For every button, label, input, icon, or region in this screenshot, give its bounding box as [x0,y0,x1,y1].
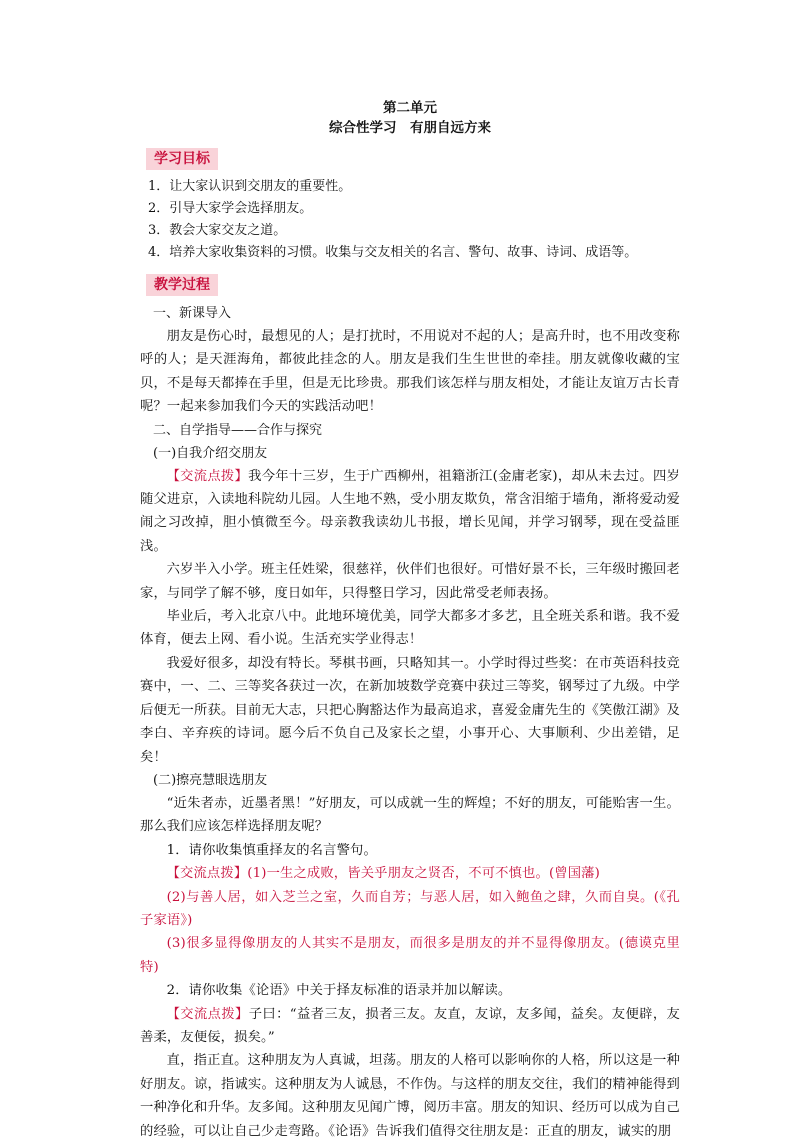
answer-quote: (2)与善人居，如入芝兰之室，久而自芳；与恶人居，如入鲍鱼之肆，久而自臭。(《孔子家语》) [140,889,680,928]
exchange-tip-tag: 【交流点拨】 [166,1006,249,1022]
choose-friends-paragraph: “近朱者赤，近墨者黑！”好朋友，可以成就一生的辉煌；不好的朋友，可能贻害一生。那么我们应该怎样选择朋友呢？ [140,795,680,835]
goal-item: 2．引导大家学会选择朋友。 [148,201,313,216]
goal-item: 1．让大家认识到交朋友的重要性。 [148,179,352,194]
learning-goals-badge: 学习目标 [146,148,218,170]
section-heading-self-study: 二、自学指导——合作与探究 [153,422,323,438]
answer-quote [140,862,680,885]
answer-quote-text: (1)一生之成败，皆关乎朋友之贤否，不可不慎也。(曾国藩) [247,866,600,882]
self-intro-paragraph: 毕业后，考入北京八中。此地环境优美，同学大都多才多艺，且全班关系和谐。我不爱体育，便去上网、看小说。生活充实学业得志！ [140,609,680,648]
self-intro-paragraph [140,465,680,559]
self-intro-text: 我今年十三岁，生于广西柳州，祖籍浙江(金庸老家)，却从未去过。四岁随父进京，入读地科院幼儿园。人生地不熟，受小朋友欺负，常含泪缩于墙角，渐将爱动爱闹之习改掉，胆小慎微至今。母亲教我读幼儿书报，增长见闻，并学习钢琴，现在受益匪浅。 [140,468,681,554]
goal-item: 3．教会大家交友之道。 [148,223,287,238]
intro-paragraph: 朋友是伤心时，最想见的人；是打扰时，不用说对不起的人；是高升时，也不用改变称呼的人；是天涯海角，都彼此挂念的人。朋友是我们生生世世的牵挂。朋友就像收藏的宝贝，不是每天都捧在手里，但是无比珍贵。那我们该怎样与朋友相处，才能让友谊万古长青呢？一起来参加我们今天的实践活动吧！ [140,329,680,415]
exchange-tip-tag: 【交流点拨】 [166,866,248,882]
unit-title: 第二单元 [383,100,437,116]
teaching-process-badge: 教学过程 [146,274,218,296]
goals-list [140,176,680,264]
answer-quote: (3)很多显得像朋友的人其实不是朋友，而很多是朋友的并不显得像朋友。(德谟克里特) [140,936,680,975]
analects-quote [140,1003,680,1050]
section-heading-intro: 一、新课导入 [153,306,232,321]
analects-quote-text: 子曰：“益者三友，损者三友。友直，友谅，友多闻，益矣。友便辟，友善柔，友便佞，损矣。” [140,1006,680,1045]
question-2: 2．请你收集《论语》中关于择友标准的语录并加以解读。 [166,983,512,999]
analects-explanation: 直，指正直。这种朋友为人真诚，坦荡。朋友的人格可以影响你的人格，所以这是一种好朋友。谅，指诚实。这种朋友为人诚恳，不作伪。与这样的朋友交往，我们的精神能得到一种净化和升华。友多闻。这种朋友见闻广博，阅历丰富。朋友的知识、经历可以成为自己的经验，可以让自己少走弯路。《论语》告诉我们值得交往朋友是：正直的朋友，诚实的朋 [140,1053,680,1139]
subheading-self-intro: (一)自我介绍交朋友 [153,445,268,461]
subheading-choose-friends: (二)擦亮慧眼选朋友 [153,772,268,788]
self-intro-paragraph: 我爱好很多，却没有特长。琴棋书画，只略知其一。小学时得过些奖：在市英语科技竞赛中，一、二、三等奖各获过一次，在新加坡数学竞赛中获过三等奖，钢琴过了九级。中学后便无一所获。目前无大志，只把心胸豁达作为最高追求，喜爱金庸先生的《笑傲江湖》及李白、辛弃疾的诗词。愿今后不负自己及家长之望，小事开心、大事顺利、少出差错，足矣！ [140,655,680,765]
question-1: 1．请你收集慎重择友的名言警句。 [166,842,377,858]
goal-item: 4．培养大家收集资料的习惯。收集与交友相关的名言、警句、故事、诗词、成语等。 [148,245,638,260]
lesson-title: 综合性学习 有朋自远方来 [329,120,491,136]
exchange-tip-tag: 【交流点拨】 [166,468,249,484]
document-content [140,98,680,1143]
self-intro-paragraph: 六岁半入小学。班主任姓梁，很慈祥，伙伴们也很好。可惜好景不长，三年级时搬回老家，与同学了解不够，度日如年，只得整日学习，因此常受老师表扬。 [140,562,680,601]
